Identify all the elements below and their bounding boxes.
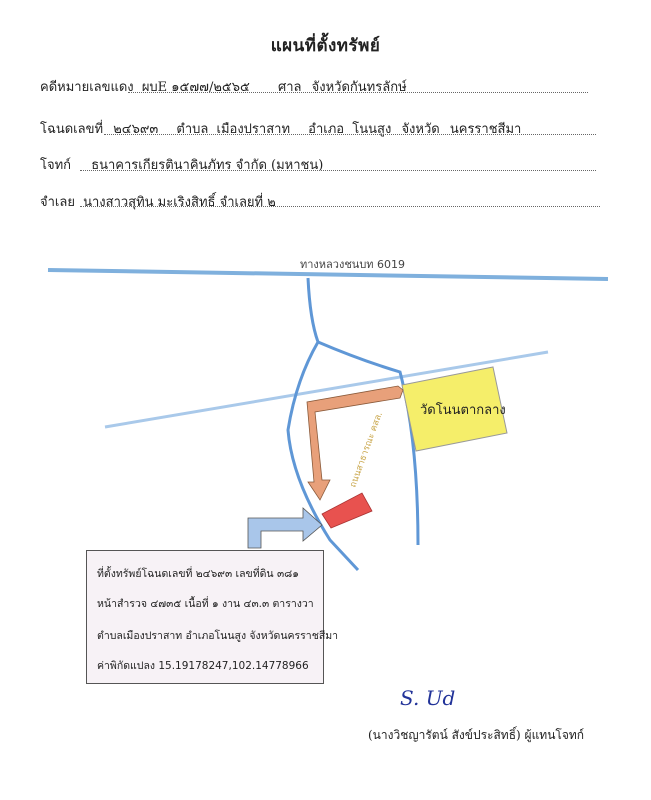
subdistrict-value: เมืองปราสาท — [216, 122, 291, 137]
court-value: จังหวัดกันทรลักษ์ — [311, 80, 407, 95]
blue-arrow — [248, 508, 322, 548]
subdistrict-label: ตำบล — [176, 122, 209, 137]
property-info-box — [86, 550, 339, 684]
info-line-3: ตำบลเมืองปราสาท อำเภอโนนสูง จังหวัดนครราชสีมา — [97, 630, 339, 642]
info-line-2: หน้าสำรวจ ๔๗๓๕ เนื้อที่ ๑ งาน ๔๓.๓ ตารางวา — [97, 598, 314, 610]
deed-value: ๒๔๖๙๓ — [113, 122, 159, 137]
deed-label: โฉนดเลขที่ — [40, 122, 104, 137]
province-label: จังหวัด — [401, 122, 440, 137]
district-label: อำเภอ — [308, 122, 345, 137]
signatory-name: (นางวิชญารัตน์ สังข์ประสิทธิ์) ผู้แทนโจทก์ — [368, 728, 585, 742]
temple-label: วัดโนนตากลาง — [420, 403, 506, 418]
side-road-label: ถนนสาธารณะ คสล. — [348, 410, 386, 490]
defendant-value: นางสาวสุทิน มะเริงสิทธิ์ จำเลยที่ ๒ — [83, 195, 276, 210]
case-value: ผบE ๑๕๗๗/๒๕๖๕ — [141, 80, 250, 95]
signature-scribble: S. Ud — [400, 686, 456, 710]
defendant-label: จำเลย — [40, 195, 75, 210]
plaintiff-value: ธนาคารเกียรตินาคินภัทร จำกัด (มหาชน) — [91, 158, 324, 173]
case-label: คดีหมายเลขแดง — [40, 80, 134, 95]
plaintiff-label: โจทก์ — [40, 158, 72, 173]
property-marker — [322, 493, 372, 528]
page-title: แผนที่ตั้งทรัพย์ — [270, 36, 381, 56]
province-value: นครราชสีมา — [449, 122, 522, 137]
court-label: ศาล — [277, 80, 302, 95]
highway-road — [48, 270, 608, 279]
info-line-4: ค่าพิกัดแปลง 15.19178247,102.14778966 — [97, 660, 309, 672]
highway-label: ทางหลวงชนบท 6019 — [300, 258, 406, 271]
district-value: โนนสูง — [352, 122, 392, 137]
info-line-1: ที่ตั้งทรัพย์โฉนดเลขที่ ๒๔๖๙๓ เลขที่ดิน ๓๘๑ — [97, 568, 299, 580]
